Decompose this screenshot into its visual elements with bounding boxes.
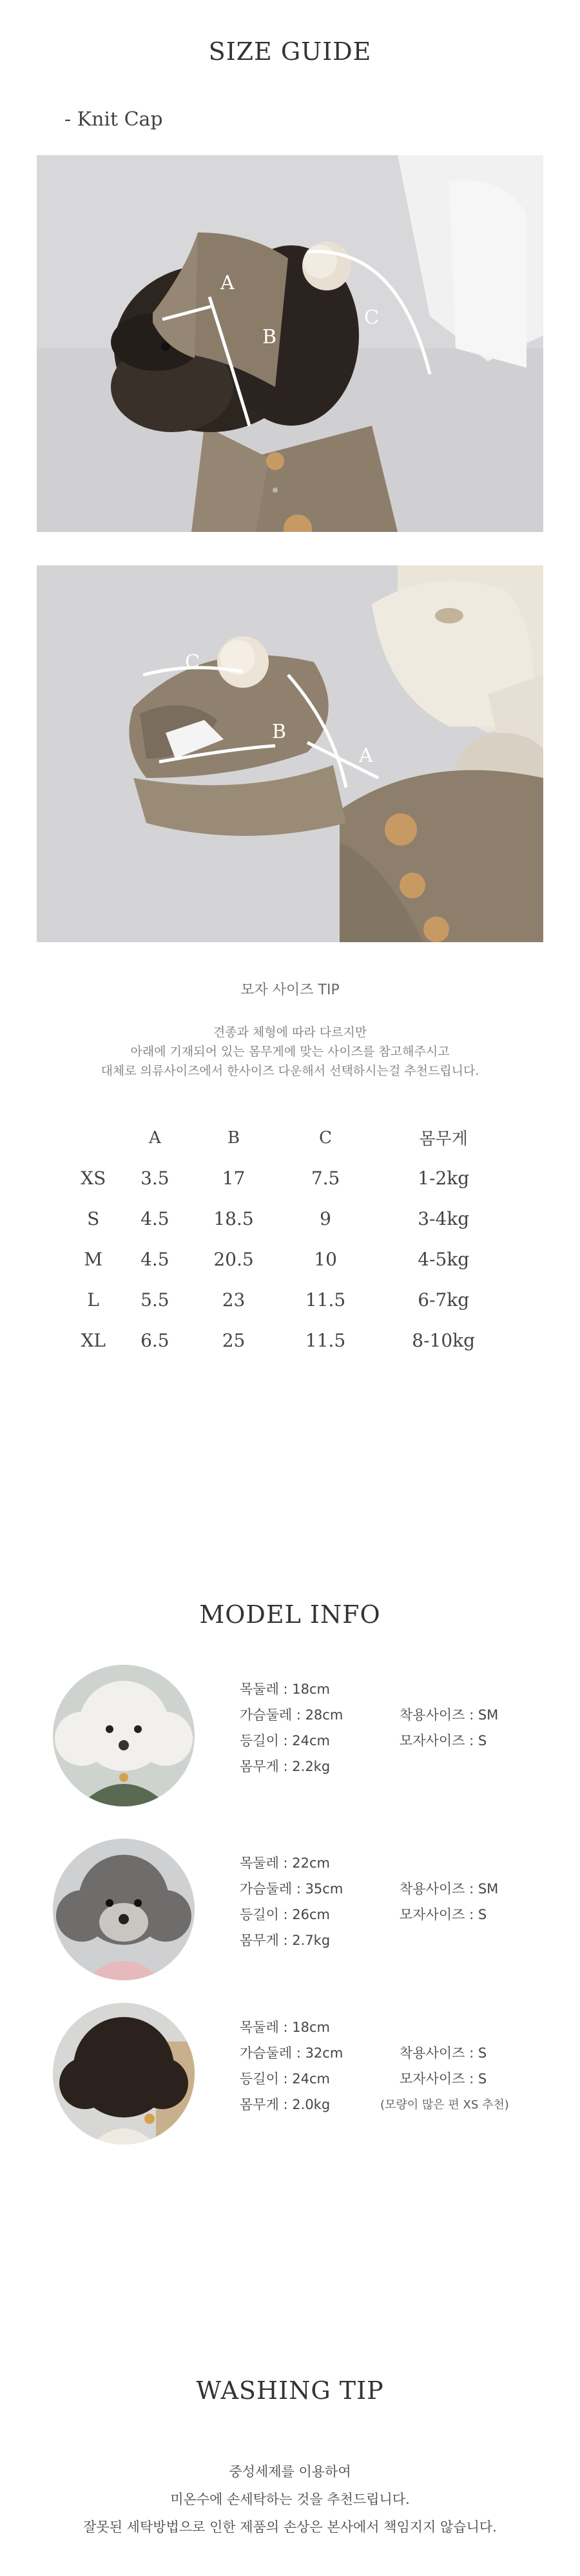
- model-chest: 가슴둘레 : 28cm: [240, 1707, 343, 1723]
- size-c-value: 11.5: [305, 1330, 346, 1351]
- label-c: C: [364, 307, 379, 329]
- table-row: [64, 1280, 516, 1320]
- size-weight-value: 6-7kg: [418, 1289, 470, 1311]
- size-b-value: 17: [222, 1168, 246, 1189]
- model-neck: 목둘레 : 18cm: [240, 2020, 331, 2035]
- model-wear-size: 착용사이즈 : SM: [400, 1881, 499, 1897]
- model-card-1: [0, 1665, 580, 1819]
- table-row: [64, 1239, 516, 1280]
- size-weight-value: 4-5kg: [418, 1249, 470, 1270]
- label-b-flat: B: [272, 721, 287, 743]
- size-c-value: 11.5: [305, 1289, 346, 1311]
- size-b-value: 25: [222, 1330, 246, 1351]
- size-c-value: 7.5: [311, 1168, 340, 1189]
- model-weight: 몸무게 : 2.7kg: [240, 1933, 331, 1948]
- size-c-value: 10: [314, 1249, 337, 1270]
- model-back: 등길이 : 26cm: [240, 1907, 331, 1922]
- model-chest: 가슴둘레 : 32cm: [240, 2045, 343, 2061]
- washing-tip-line-1: 중성세제를 이용하여: [229, 2464, 351, 2479]
- size-a-value: 3.5: [140, 1168, 169, 1189]
- model-info-title: MODEL INFO: [199, 1600, 381, 1629]
- fur-ear-left: [55, 1712, 109, 1766]
- label-b: B: [262, 326, 277, 348]
- model-card-3: [0, 2003, 580, 2157]
- header-c: C: [319, 1128, 333, 1148]
- model-wear-size: 착용사이즈 : SM: [400, 1707, 499, 1723]
- avatar: [53, 1839, 195, 1980]
- model-back: 등길이 : 24cm: [240, 1733, 331, 1748]
- model-chest: 가슴둘레 : 35cm: [240, 1881, 343, 1897]
- model-weight: 몸무게 : 2.2kg: [240, 1759, 331, 1774]
- model-cap-size: 모자사이즈 : S: [400, 2071, 487, 2087]
- cap-tip-line-2: 아래에 기재되어 있는 몸무게에 맞는 사이즈를 참고해주시고: [130, 1045, 450, 1059]
- label-c-flat: C: [185, 651, 200, 674]
- model-weight: 몸무게 : 2.0kg: [240, 2097, 331, 2112]
- fur-ear-left: [56, 1890, 108, 1942]
- header-a: A: [148, 1128, 161, 1148]
- size-b-value: 23: [222, 1289, 246, 1311]
- size-b-value: 18.5: [213, 1208, 254, 1229]
- size-table-header: [64, 1117, 516, 1158]
- table-row: [64, 1320, 516, 1361]
- product-photo-caps-flat: [37, 565, 543, 942]
- header-weight: 몸무게: [419, 1130, 468, 1149]
- cap-tip-title: 모자 사이즈 TIP: [240, 982, 340, 998]
- size-label: XL: [81, 1330, 106, 1351]
- fur-ear-right: [139, 1712, 193, 1766]
- model-card-2: [0, 1839, 580, 1993]
- cap-tip-line-1: 견종과 체형에 따라 다르지만: [213, 1025, 367, 1039]
- fur-ear-left: [59, 2058, 111, 2109]
- model-cap-size: 모자사이즈 : S: [400, 1733, 487, 1748]
- size-guide-title: SIZE GUIDE: [208, 37, 372, 66]
- size-label: L: [87, 1289, 100, 1311]
- size-weight-value: 3-4kg: [418, 1208, 470, 1229]
- washing-tip-line-2: 미온수에 손세탁하는 것을 추천드립니다.: [170, 2492, 410, 2507]
- size-weight-value: 1-2kg: [418, 1168, 470, 1189]
- size-a-value: 4.5: [140, 1208, 169, 1229]
- product-photo-dog-wearing-cap: [37, 155, 543, 532]
- size-a-value: 5.5: [140, 1289, 169, 1311]
- model-note: (모량이 많은 편 XS 추천): [380, 2098, 509, 2112]
- cap-tip-line-3: 대체로 의류사이즈에서 한사이즈 다운해서 선택하시는걸 추천드립니다.: [101, 1064, 479, 1078]
- product-subtitle: - Knit Cap: [64, 108, 163, 131]
- model-back: 등길이 : 24cm: [240, 2071, 331, 2087]
- size-a-value: 6.5: [140, 1330, 169, 1351]
- size-weight-value: 8-10kg: [412, 1330, 476, 1351]
- size-label: XS: [81, 1168, 106, 1189]
- size-b-value: 20.5: [213, 1249, 254, 1270]
- model-neck: 목둘레 : 22cm: [240, 1855, 331, 1871]
- label-a-flat: A: [359, 744, 373, 767]
- label-a: A: [220, 272, 235, 294]
- washing-tip-title: WASHING TIP: [196, 2376, 384, 2405]
- fur-ear-right: [140, 1890, 191, 1942]
- avatar: [53, 1665, 195, 1806]
- header-size: [64, 1117, 122, 1158]
- header-b: B: [227, 1128, 240, 1148]
- table-row: [64, 1158, 516, 1198]
- model-wear-size: 착용사이즈 : S: [400, 2045, 487, 2061]
- fur-ear-right: [137, 2058, 188, 2109]
- size-label: S: [87, 1208, 100, 1229]
- washing-tip-line-3: 잘못된 세탁방법으로 인한 제품의 손상은 본사에서 책임지지 않습니다.: [83, 2519, 497, 2535]
- size-table: [64, 1117, 516, 1361]
- size-a-value: 4.5: [140, 1249, 169, 1270]
- size-label: M: [84, 1249, 103, 1270]
- model-cap-size: 모자사이즈 : S: [400, 1907, 487, 1922]
- model-neck: 목둘레 : 18cm: [240, 1681, 331, 1697]
- size-c-value: 9: [320, 1208, 331, 1229]
- table-row: [64, 1198, 516, 1239]
- avatar: [53, 2003, 195, 2145]
